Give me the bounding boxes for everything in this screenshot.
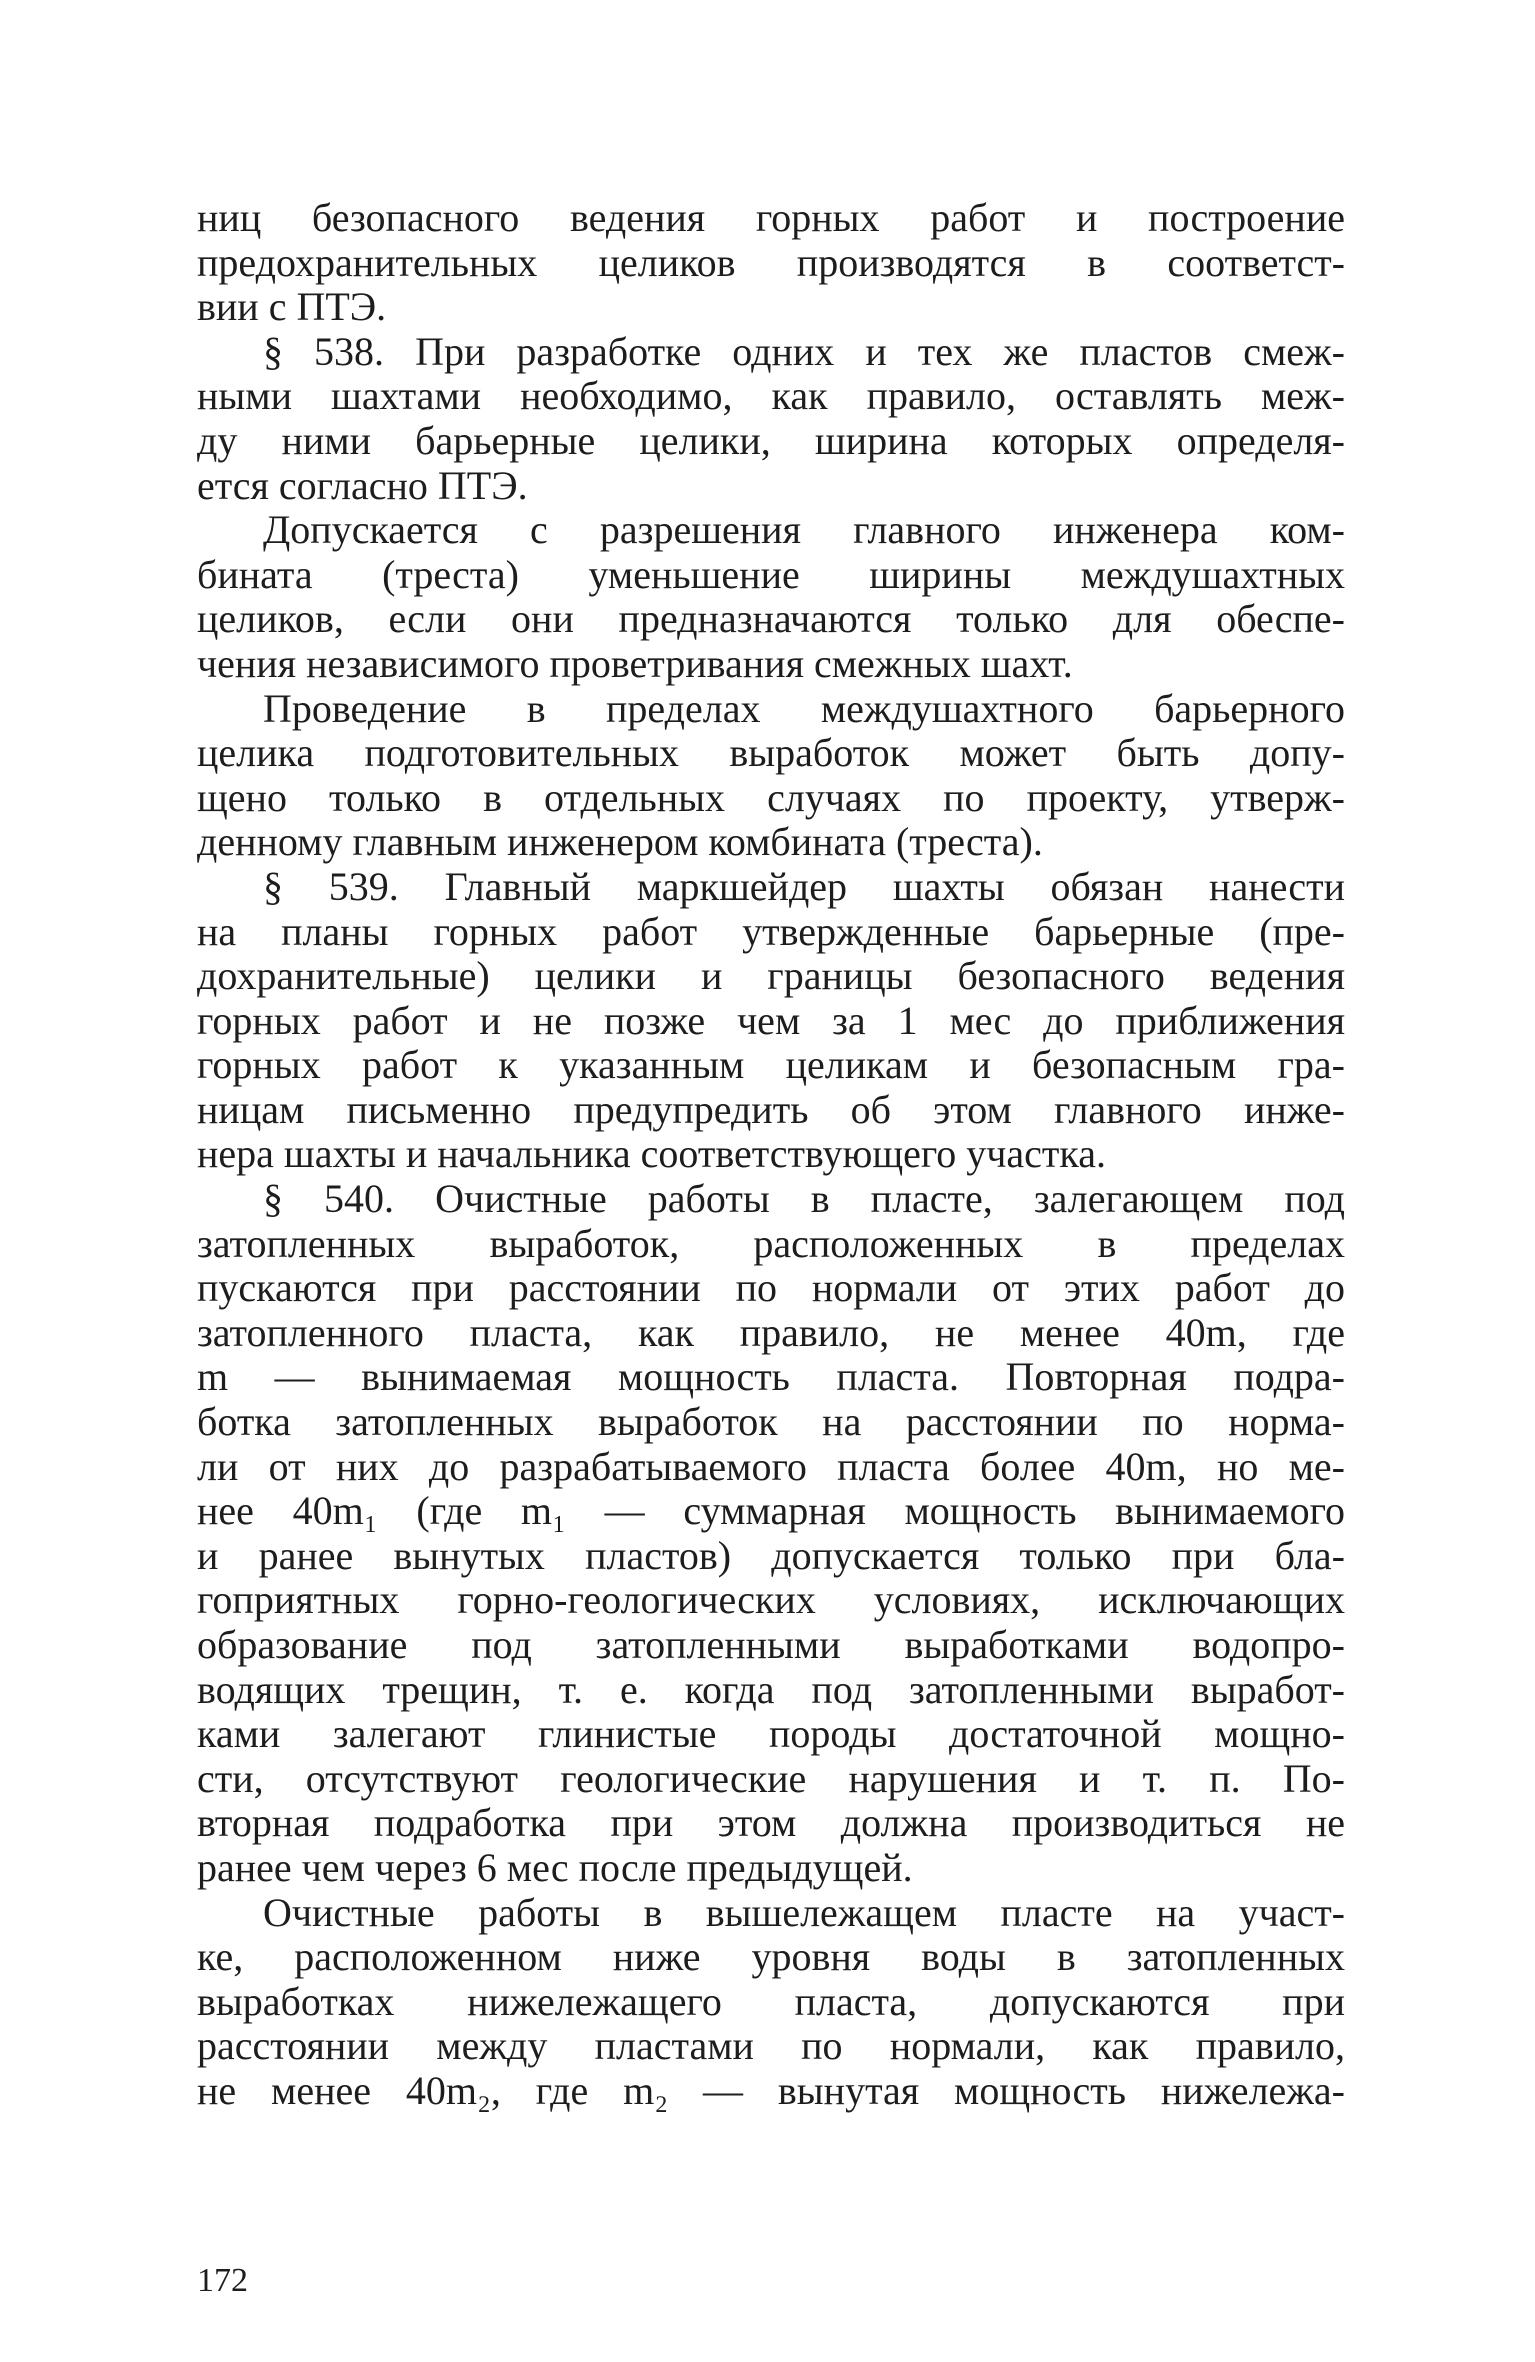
text-line: затопленного пласта, как правило, не менее 40m, где: [197, 1309, 1345, 1355]
paragraph-3: [197, 508, 1345, 686]
text-line: расстоянии между пластами по нормали, как правило,: [197, 2023, 1345, 2069]
text-line: нее 40m₁ (где m₁ — суммарная мощность вынимаемого: [197, 1488, 1345, 1534]
paragraph-1: [197, 196, 1345, 330]
paragraph-539: [197, 865, 1345, 1177]
text-line: чения независимого проветривания смежных шахт.: [197, 640, 1073, 686]
text-line: гоприятных горно-геологических условиях, исключающих: [197, 1577, 1345, 1623]
text-line: § 538. При разработке одних и тех же пластов смеж-: [263, 328, 1345, 374]
text-line: предохранительных целиков производятся в соответст-: [197, 239, 1345, 285]
text-line: целика подготовительных выработок может быть допу-: [197, 730, 1345, 776]
text-line: ботка затопленных выработок на расстоянии по норма-: [197, 1399, 1345, 1445]
paragraph-540: [197, 1177, 1345, 1891]
text-line: Проведение в пределах междушахтного барьерного: [263, 685, 1345, 731]
text-line: § 539. Главный маркшейдер шахты обязан нанести: [263, 863, 1345, 909]
text-line: ке, расположенном ниже уровня воды в затопленных: [197, 1934, 1345, 1980]
text-line: ниц безопасного ведения горных работ и построение: [197, 195, 1345, 240]
text-line: ницам письменно предупредить об этом главного инже-: [197, 1086, 1345, 1132]
text-line: Допускается с разрешения главного инженера ком-: [263, 507, 1345, 553]
text-line: ками залегают глинистые породы достаточной мощно-: [197, 1711, 1345, 1757]
text-line: целиков, если они предназначаются только для обеспе-: [197, 596, 1345, 642]
page-number: 172: [197, 2262, 248, 2299]
text-line: сти, отсутствуют геологические нарушения и т. п. По-: [197, 1755, 1345, 1801]
paragraph-4: [197, 687, 1345, 865]
text-line: образование под затопленными выработками водопро-: [197, 1622, 1345, 1667]
text-line: горных работ к указанным целикам и безопасным гра-: [197, 1042, 1345, 1088]
text-line: ли от них до разрабатываемого пласта более 40m, но ме-: [197, 1443, 1345, 1489]
text-line: выработках нижележащего пласта, допускаются при: [197, 1978, 1345, 2024]
text-line: водящих трещин, т. е. когда под затопленными выработ-: [197, 1666, 1345, 1712]
paragraph-538: [197, 330, 1345, 508]
text-line: дохранительные) целики и границы безопасного ведения: [197, 953, 1345, 999]
text-line: m — вынимаемая мощность пласта. Повторная подра-: [197, 1354, 1345, 1400]
text-line: § 540. Очистные работы в пласте, залегающем под: [263, 1176, 1345, 1222]
text-line: ется согласно ПТЭ.: [197, 462, 528, 508]
text-line: щено только в отдельных случаях по проекту, утверж-: [197, 774, 1345, 820]
paragraph-7: [197, 1891, 1345, 2114]
text-line: ранее чем через 6 мес после предыдущей.: [197, 1844, 913, 1890]
text-line: и ранее вынутых пластов) допускается только при бла-: [197, 1532, 1345, 1578]
text-line: вторная подработка при этом должна производиться не: [197, 1800, 1345, 1846]
text-line: денному главным инженером комбината (треста).: [197, 819, 1043, 865]
text-line: вии с ПТЭ.: [197, 284, 387, 330]
text-line: пускаются при расстоянии по нормали от этих работ до: [197, 1265, 1345, 1311]
text-line: горных работ и не позже чем за 1 мес до приближения: [197, 997, 1345, 1043]
text-line: нера шахты и начальника соответствующего участка.: [197, 1131, 1106, 1177]
text-line: затопленных выработок, расположенных в пределах: [197, 1220, 1345, 1266]
text-line: бината (треста) уменьшение ширины междушахтных: [197, 551, 1345, 597]
page-body: [197, 196, 1345, 2114]
text-line: на планы горных работ утвержденные барьерные (пре-: [197, 908, 1345, 954]
text-line: ными шахтами необходимо, как правило, оставлять меж-: [197, 373, 1345, 419]
text-line: ду ними барьерные целики, ширина которых определя-: [197, 417, 1345, 463]
text-line: Очистные работы в вышележащем пласте на участ-: [263, 1889, 1345, 1935]
text-line: не менее 40m₂, где m₂ — вынутая мощность нижележа-: [197, 2067, 1345, 2113]
